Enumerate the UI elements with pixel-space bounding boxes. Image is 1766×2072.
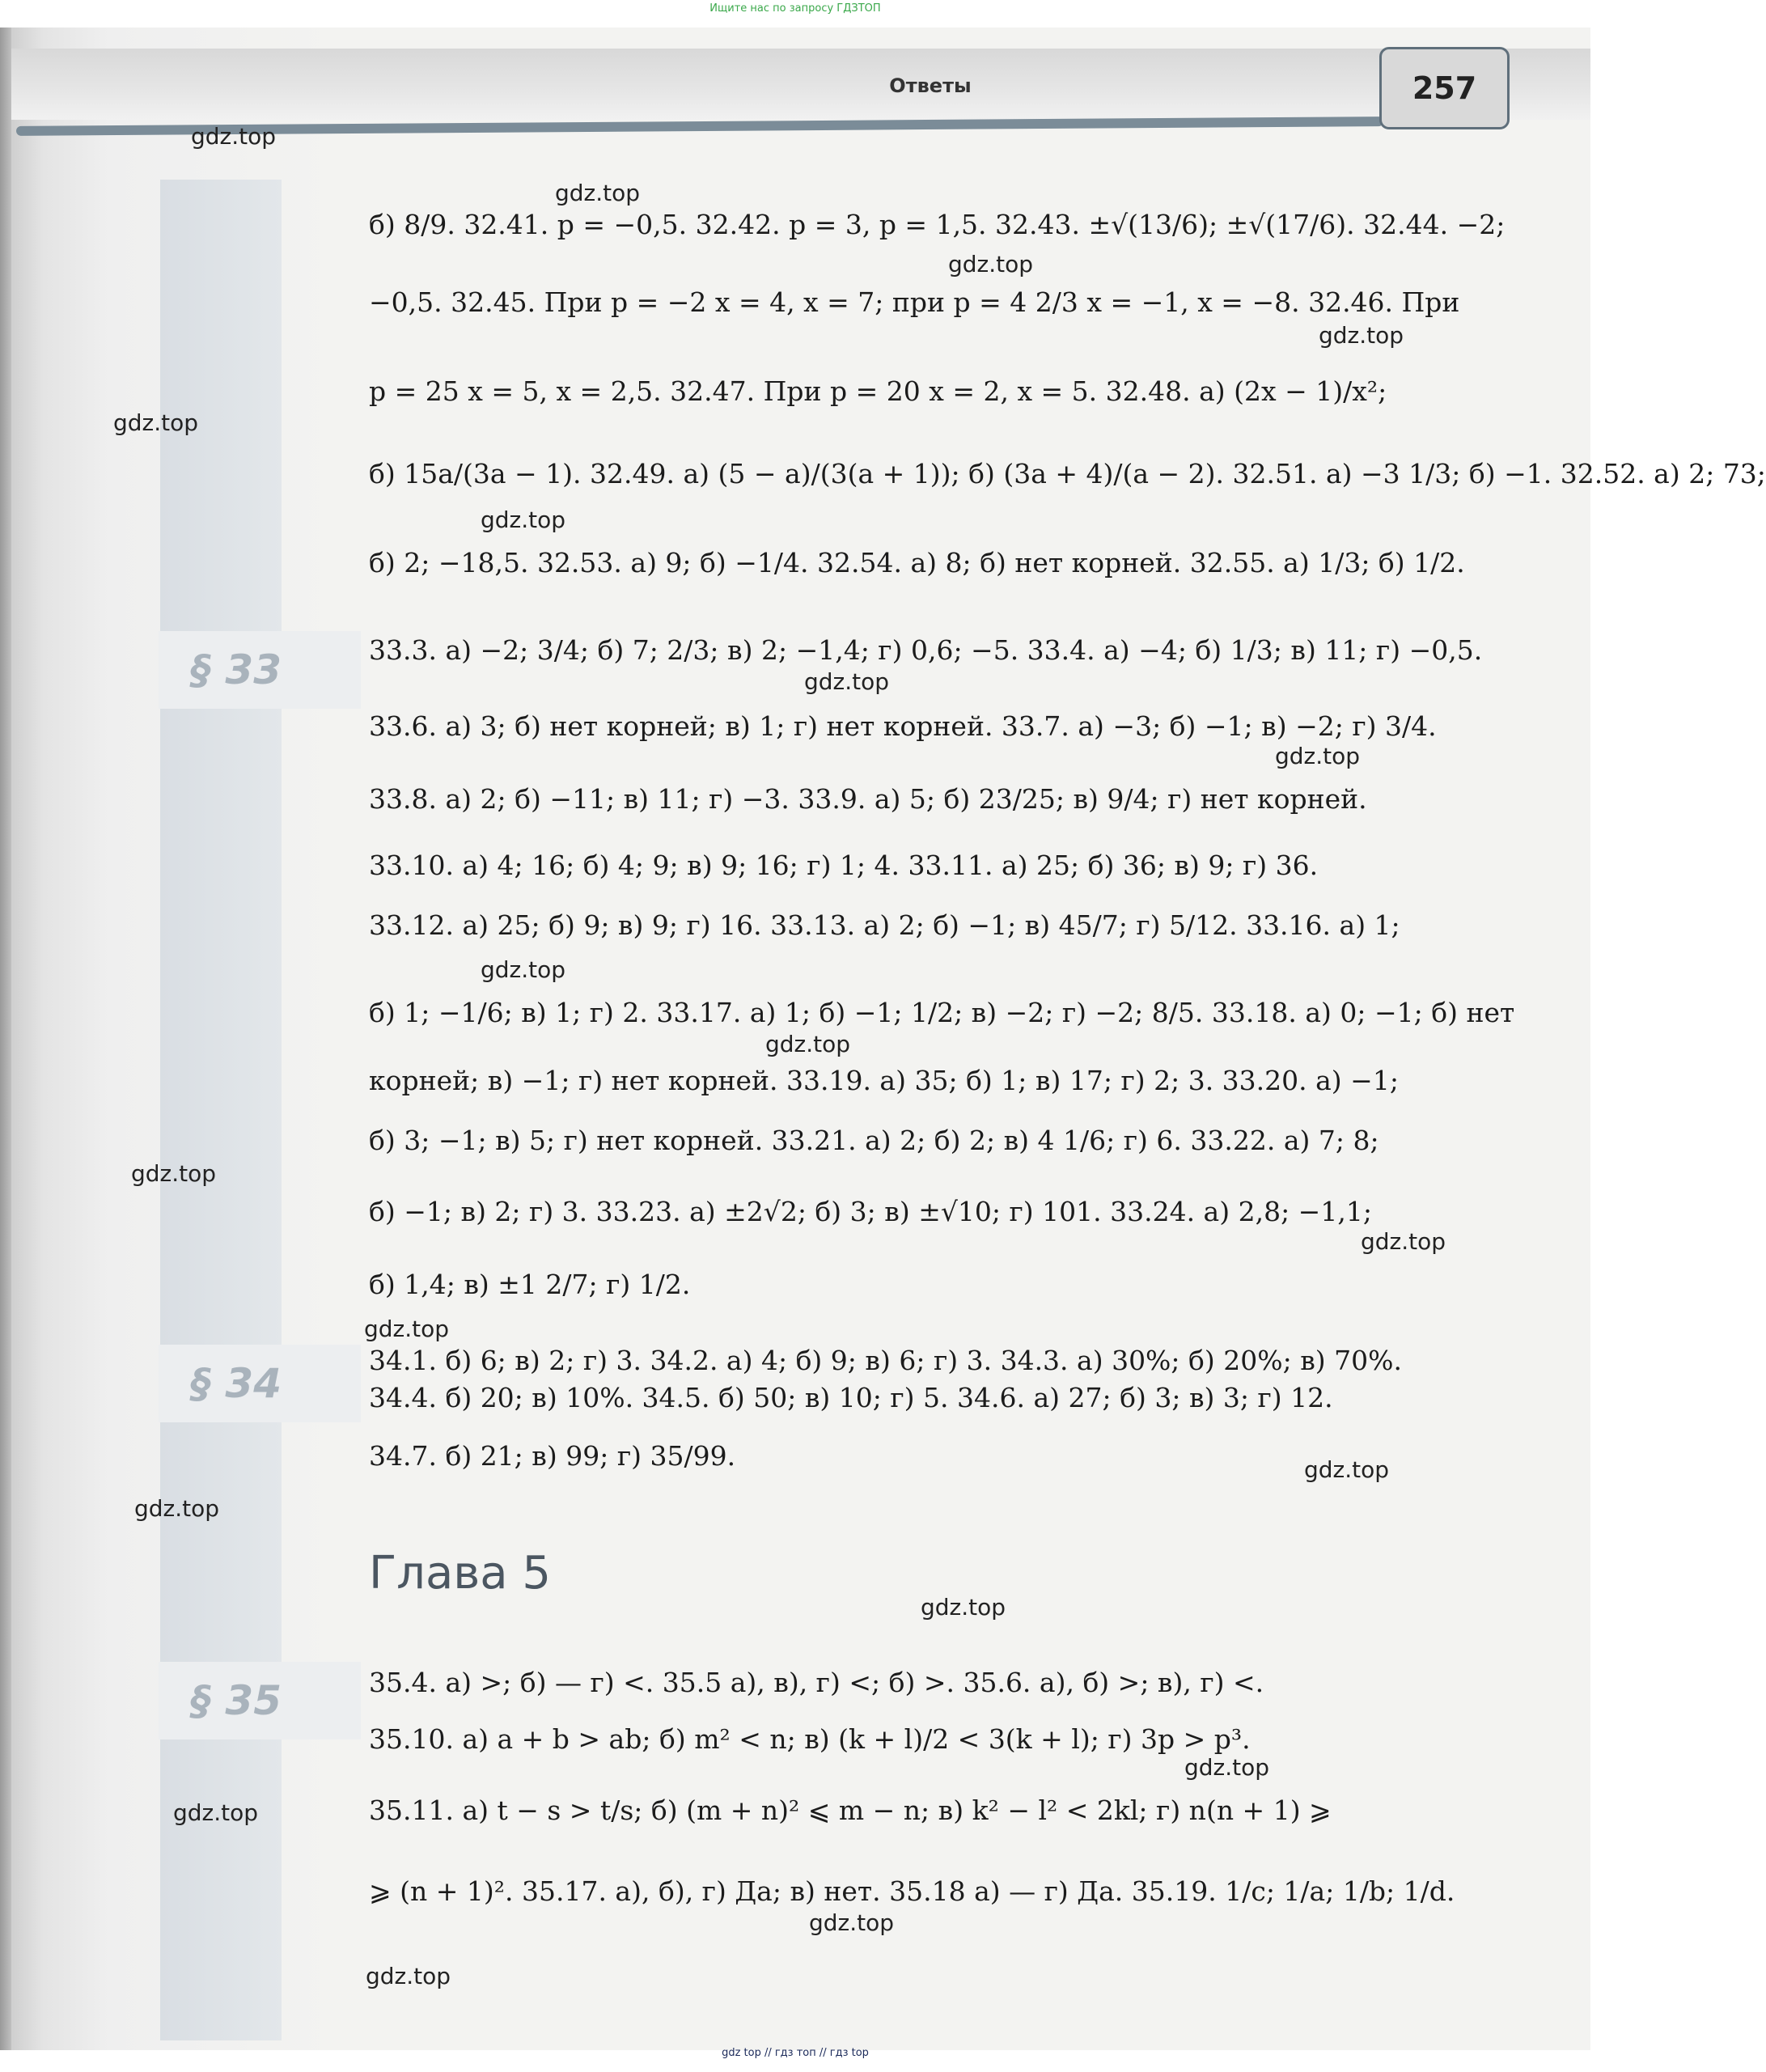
answer-line: 35.4. а) >; б) — г) <. 35.5 а), в), г) <; б) >. 35.6. а), б) >; в), г) <. bbox=[369, 1667, 1264, 1698]
watermark: gdz.top bbox=[765, 1031, 851, 1057]
watermark: gdz.top bbox=[131, 1160, 217, 1187]
watermark: gdz.top bbox=[921, 1594, 1006, 1621]
section-tab-33: § 33 bbox=[159, 631, 361, 709]
watermark: gdz.top bbox=[1319, 322, 1404, 349]
answer-line: б) 2; −18,5. 32.53. а) 9; б) −1/4. 32.54. а) 8; б) нет корней. 32.55. а) 1/3; б) 1/2. bbox=[369, 547, 1465, 578]
answer-line: ⩾ (n + 1)². 35.17. а), б), г) Да; в) нет. 35.18 а) — г) Да. 35.19. 1/c; 1/a; 1/b; 1/d. bbox=[369, 1875, 1455, 1907]
answer-line: 33.8. а) 2; б) −11; в) 11; г) −3. 33.9. а) 5; б) 23/25; в) 9/4; г) нет корней. bbox=[369, 783, 1367, 815]
watermark: gdz.top bbox=[1361, 1228, 1446, 1255]
watermark: gdz.top bbox=[1304, 1456, 1390, 1483]
watermark: gdz.top bbox=[948, 251, 1034, 278]
watermark: gdz.top bbox=[173, 1799, 259, 1826]
watermark: gdz.top bbox=[481, 506, 566, 533]
chapter-heading: Глава 5 bbox=[369, 1547, 552, 1600]
answer-line: 33.6. а) 3; б) нет корней; в) 1; г) нет корней. 33.7. а) −3; б) −1; в) −2; г) 3/4. bbox=[369, 710, 1437, 742]
watermark: gdz.top bbox=[191, 123, 277, 150]
answer-line: p = 25 x = 5, x = 2,5. 32.47. При p = 20 x = 2, x = 5. 32.48. а) (2x − 1)/x²; bbox=[369, 375, 1387, 407]
answer-line: 33.3. а) −2; 3/4; б) 7; 2/3; в) 2; −1,4; г) 0,6; −5. 33.4. а) −4; б) 1/3; в) 11; г) −0,5. bbox=[369, 634, 1483, 666]
answer-line: корней; в) −1; г) нет корней. 33.19. а) 35; б) 1; в) 17; г) 2; 3. 33.20. а) −1; bbox=[369, 1065, 1399, 1096]
answer-line: 35.11. а) t − s > t/s; б) (m + n)² ⩽ m − n; в) k² − l² < 2kl; г) n(n + 1) ⩾ bbox=[369, 1794, 1332, 1826]
watermark: gdz.top bbox=[1275, 743, 1361, 769]
watermark: gdz.top bbox=[804, 668, 890, 695]
watermark: gdz.top bbox=[1184, 1754, 1270, 1781]
answer-line: б) 8/9. 32.41. p = −0,5. 32.42. p = 3, p = 1,5. 32.43. ±√(13/6); ±√(17/6). 32.44. −2; bbox=[369, 209, 1506, 240]
watermark: gdz.top bbox=[364, 1316, 450, 1342]
page-number: 257 bbox=[1412, 70, 1477, 106]
watermark: gdz.top bbox=[366, 1963, 451, 1989]
answer-line: 33.12. а) 25; б) 9; в) 9; г) 16. 33.13. а) 2; б) −1; в) 45/7; г) 5/12. 33.16. а) 1; bbox=[369, 909, 1400, 941]
watermark: gdz.top bbox=[555, 180, 641, 206]
answer-line: б) −1; в) 2; г) 3. 33.23. а) ±2√2; б) 3; в) ±√10; г) 101. 33.24. а) 2,8; −1,1; bbox=[369, 1196, 1372, 1227]
answer-line: −0,5. 32.45. При p = −2 x = 4, x = 7; при p = 4 2/3 x = −1, x = −8. 32.46. При bbox=[369, 286, 1460, 318]
watermark: gdz.top bbox=[481, 956, 566, 983]
answer-line: 34.4. б) 20; в) 10%. 34.5. б) 50; в) 10; г) 5. 34.6. а) 27; б) 3; в) 3; г) 12. bbox=[369, 1382, 1333, 1413]
section-tab-34: § 34 bbox=[159, 1345, 361, 1422]
section-tab-35: § 35 bbox=[159, 1662, 361, 1739]
answer-line: б) 1,4; в) ±1 2/7; г) 1/2. bbox=[369, 1269, 691, 1300]
answer-line: 33.10. а) 4; 16; б) 4; 9; в) 9; 16; г) 1; 4. 33.11. а) 25; б) 36; в) 9; г) 36. bbox=[369, 850, 1319, 881]
watermark: gdz.top bbox=[809, 1909, 895, 1936]
running-head: Ответы bbox=[889, 74, 972, 97]
page-number-box bbox=[1379, 47, 1510, 129]
answer-line: б) 3; −1; в) 5; г) нет корней. 33.21. а) 2; б) 2; в) 4 1/6; г) 6. 33.22. а) 7; 8; bbox=[369, 1125, 1379, 1156]
answer-line: 34.1. б) 6; в) 2; г) 3. 34.2. а) 4; б) 9; в) 6; г) 3. 34.3. а) 30%; б) 20%; в) 70%. bbox=[369, 1345, 1402, 1376]
footer-banner: gdz top // гдз топ // гдз top bbox=[722, 2047, 869, 2059]
watermark: gdz.top bbox=[134, 1495, 220, 1522]
answer-line: 35.10. а) a + b > ab; б) m² < n; в) (k + l)/2 < 3(k + l); г) 3p > p³. bbox=[369, 1723, 1251, 1755]
top-banner: Ищите нас по запросу ГДЗТОП bbox=[709, 2, 881, 15]
margin-strip bbox=[160, 180, 282, 2040]
watermark: gdz.top bbox=[113, 409, 199, 436]
answer-line: б) 15a/(3a − 1). 32.49. а) (5 − a)/(3(a + 1)); б) (3a + 4)/(a − 2). 32.51. а) −3 1/3; б) −1. 32.52. а) 2; 73; bbox=[369, 458, 1766, 489]
answer-line: б) 1; −1/6; в) 1; г) 2. 33.17. а) 1; б) −1; 1/2; в) −2; г) −2; 8/5. 33.18. а) 0; −1; б) нет bbox=[369, 997, 1515, 1028]
header-band bbox=[11, 49, 1590, 120]
answer-line: 34.7. б) 21; в) 99; г) 35/99. bbox=[369, 1440, 736, 1472]
